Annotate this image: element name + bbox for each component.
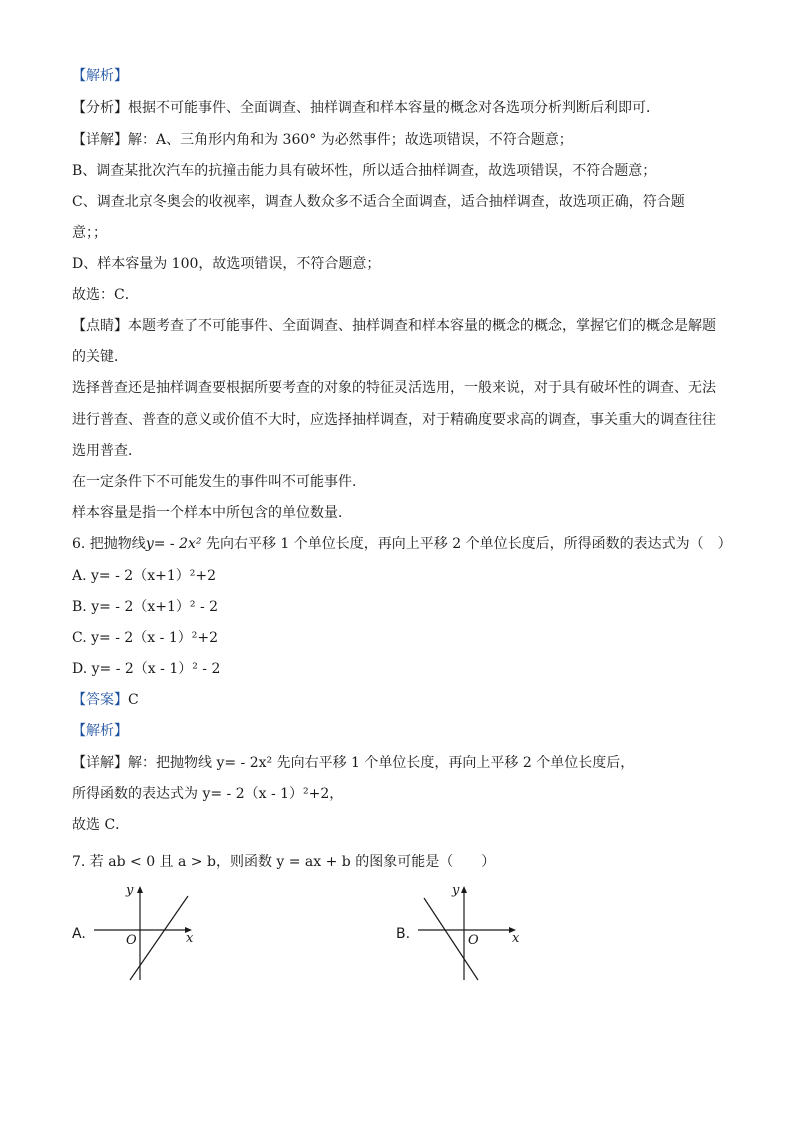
q6-option-c: C. y= - 2（x - 1）²+2 — [72, 630, 218, 646]
option-d-analysis: D、样本容量为 100，故选项错误，不符合题意； — [72, 256, 381, 272]
q6-answer-tag: 【答案】 — [72, 692, 128, 708]
q7-option-a-graph — [88, 876, 208, 986]
q7-stem: 7. 若 ab < 0 且 a > b，则函数 y = ax + b 的图象可能是（ ） — [72, 854, 496, 870]
x-axis-label: x — [186, 931, 194, 946]
y-axis-arrow-icon — [461, 886, 467, 893]
q6-xiangjie-text: 解：把抛物线 y= - 2x² 先向右平移 1 个单位长度，再向上平移 2 个单位长度后， — [128, 755, 635, 771]
q6-jiexi-tag: 【解析】 — [72, 723, 128, 739]
note-line-4: 在一定条件下不可能发生的事件叫不可能事件． — [72, 474, 366, 490]
q7-option-a-label: A. — [72, 926, 86, 942]
q6-xiangjie-line — [72, 753, 634, 773]
fenxi-tag: 【分析】 — [72, 100, 128, 116]
fenxi-text: 根据不可能事件、全面调查、抽样调查和样本容量的概念对各选项分析判断后利即可． — [128, 100, 660, 116]
note-line-1: 选择普查还是抽样调查要根据所要考查的对象的特征灵活选用，一般来说，对于具有破坏性的调查、无法 — [72, 380, 716, 396]
option-c-analysis-2: 意；； — [72, 225, 107, 241]
q6-choice: 故选 C． — [72, 817, 130, 833]
note-line-3: 选用普查． — [72, 443, 142, 459]
q6-result: 所得函数的表达式为 y= - 2（x - 1）²+2， — [72, 786, 344, 802]
dianjing-text-1: 本题考查了不可能事件、全面调查、抽样调查和样本容量的概念的概念，掌握它们的概念是解题 — [128, 318, 716, 334]
fenxi-line — [72, 98, 660, 118]
option-c-analysis-1: C、调查北京冬奥会的收视率，调查人数众多不适合全面调查，适合抽样调查，故选项正确，符合题 — [72, 194, 685, 210]
q6-option-b: B. y= - 2（x+1）² - 2 — [72, 599, 219, 615]
option-b-analysis: B、调查某批次汽车的抗撞击能力具有破坏性，所以适合抽样调查，故选项错误，不符合题意； — [72, 163, 657, 179]
q6-xiangjie-tag: 【详解】 — [72, 755, 128, 771]
dianjing-line — [72, 316, 716, 336]
xiangjie-a-text: 解：A、三角形内角和为 360° 为必然事件；故选项错误，不符合题意； — [128, 132, 573, 148]
q6-stem-prefix: 6. 把抛物线 — [72, 536, 146, 552]
xiangjie-tag: 【详解】 — [72, 132, 128, 148]
dianjing-text-2: 的关键． — [72, 349, 128, 365]
q6-stem-suffix: 先向右平移 1 个单位长度，再向上平移 2 个单位长度后，所得函数的表达式为（ ） — [205, 536, 732, 552]
note-line-2: 进行普查、普查的意义或价值不大时，应选择抽样调查，对于精确度要求高的调查，事关重大的调查往往 — [72, 412, 716, 428]
q6-answer-line — [72, 690, 139, 710]
jiexi-tag: 【解析】 — [72, 68, 128, 84]
y-axis-label: y — [452, 883, 460, 898]
note-line-5: 样本容量是指一个样本中所包含的单位数量． — [72, 505, 352, 521]
jiexi-heading — [72, 66, 128, 86]
q6-option-d: D. y= - 2（x - 1）² - 2 — [72, 661, 221, 677]
xiangjie-line — [72, 130, 573, 150]
q6-jiexi-heading — [72, 721, 128, 741]
q7-option-b-graph — [412, 876, 532, 986]
dianjing-tag: 【点睛】 — [72, 318, 128, 334]
q5-choice: 故选：C． — [72, 287, 139, 303]
q6-option-a: A. y= - 2（x+1）²+2 — [72, 568, 216, 584]
origin-label: O — [126, 933, 137, 948]
q7-option-b-label: B. — [396, 926, 411, 942]
y-axis-arrow-icon — [137, 886, 143, 893]
origin-label: O — [468, 933, 479, 948]
x-axis-label: x — [512, 931, 520, 946]
y-axis-label: y — [126, 883, 134, 898]
q6-stem — [72, 534, 732, 554]
q6-stem-formula: y= - 2x² — [145, 536, 206, 552]
q6-answer: C — [128, 692, 139, 708]
graph-a-line — [130, 896, 188, 980]
